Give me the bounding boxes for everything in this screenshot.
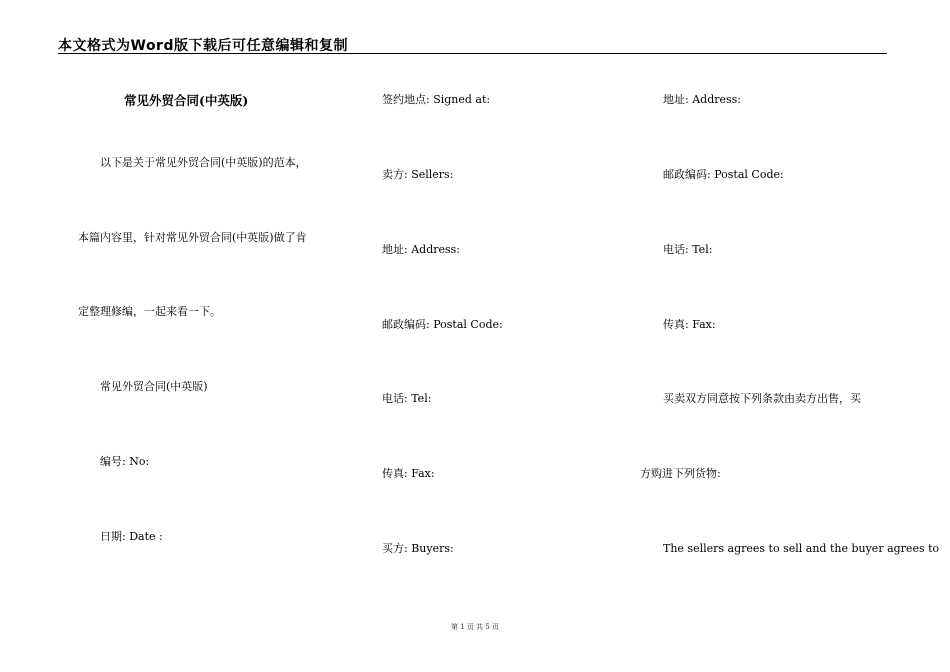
buyers-field: 买方: Buyers: [382, 542, 454, 555]
buyer-address-field: 地址: Address: [663, 93, 741, 106]
page-number: 第 1 页 共 5 页 [450, 623, 500, 631]
buyer-fax-field: 传真: Fax: [663, 318, 716, 331]
signed-at-field: 签约地点: Signed at: [382, 93, 491, 106]
agreement-line-1: 买卖双方同意按下列条款由卖方出售，买 [663, 392, 861, 405]
intro-line-2: 本篇内容里，针对常见外贸合同(中英版)做了肯 [78, 231, 307, 244]
sellers-field: 卖方: Sellers: [382, 168, 454, 181]
seller-address-field: 地址: Address: [382, 243, 460, 256]
header-rule [58, 53, 887, 54]
buyer-postal-field: 邮政编码: Postal Code: [663, 168, 784, 181]
document-header-title: 本文格式为Word版下载后可任意编辑和复制 [58, 38, 348, 54]
intro-line-3: 定整理修编，一起来看一下。 [78, 305, 221, 318]
seller-fax-field: 传真: Fax: [382, 467, 435, 480]
number-field: 编号: No: [100, 455, 150, 468]
date-field: 日期: Date : [100, 530, 163, 543]
agreement-line-2: 方购进下列货物: [640, 467, 721, 480]
agreement-english-line: The sellers agrees to sell and the buyer agrees to [663, 542, 940, 555]
seller-tel-field: 电话: Tel: [382, 392, 432, 405]
contract-title: 常见外贸合同(中英版) [124, 93, 249, 108]
intro-line-1: 以下是关于常见外贸合同(中英版)的范本， [100, 156, 307, 169]
buyer-tel-field: 电话: Tel: [663, 243, 713, 256]
contract-subtitle: 常见外贸合同(中英版) [100, 380, 208, 393]
seller-postal-field: 邮政编码: Postal Code: [382, 318, 503, 331]
